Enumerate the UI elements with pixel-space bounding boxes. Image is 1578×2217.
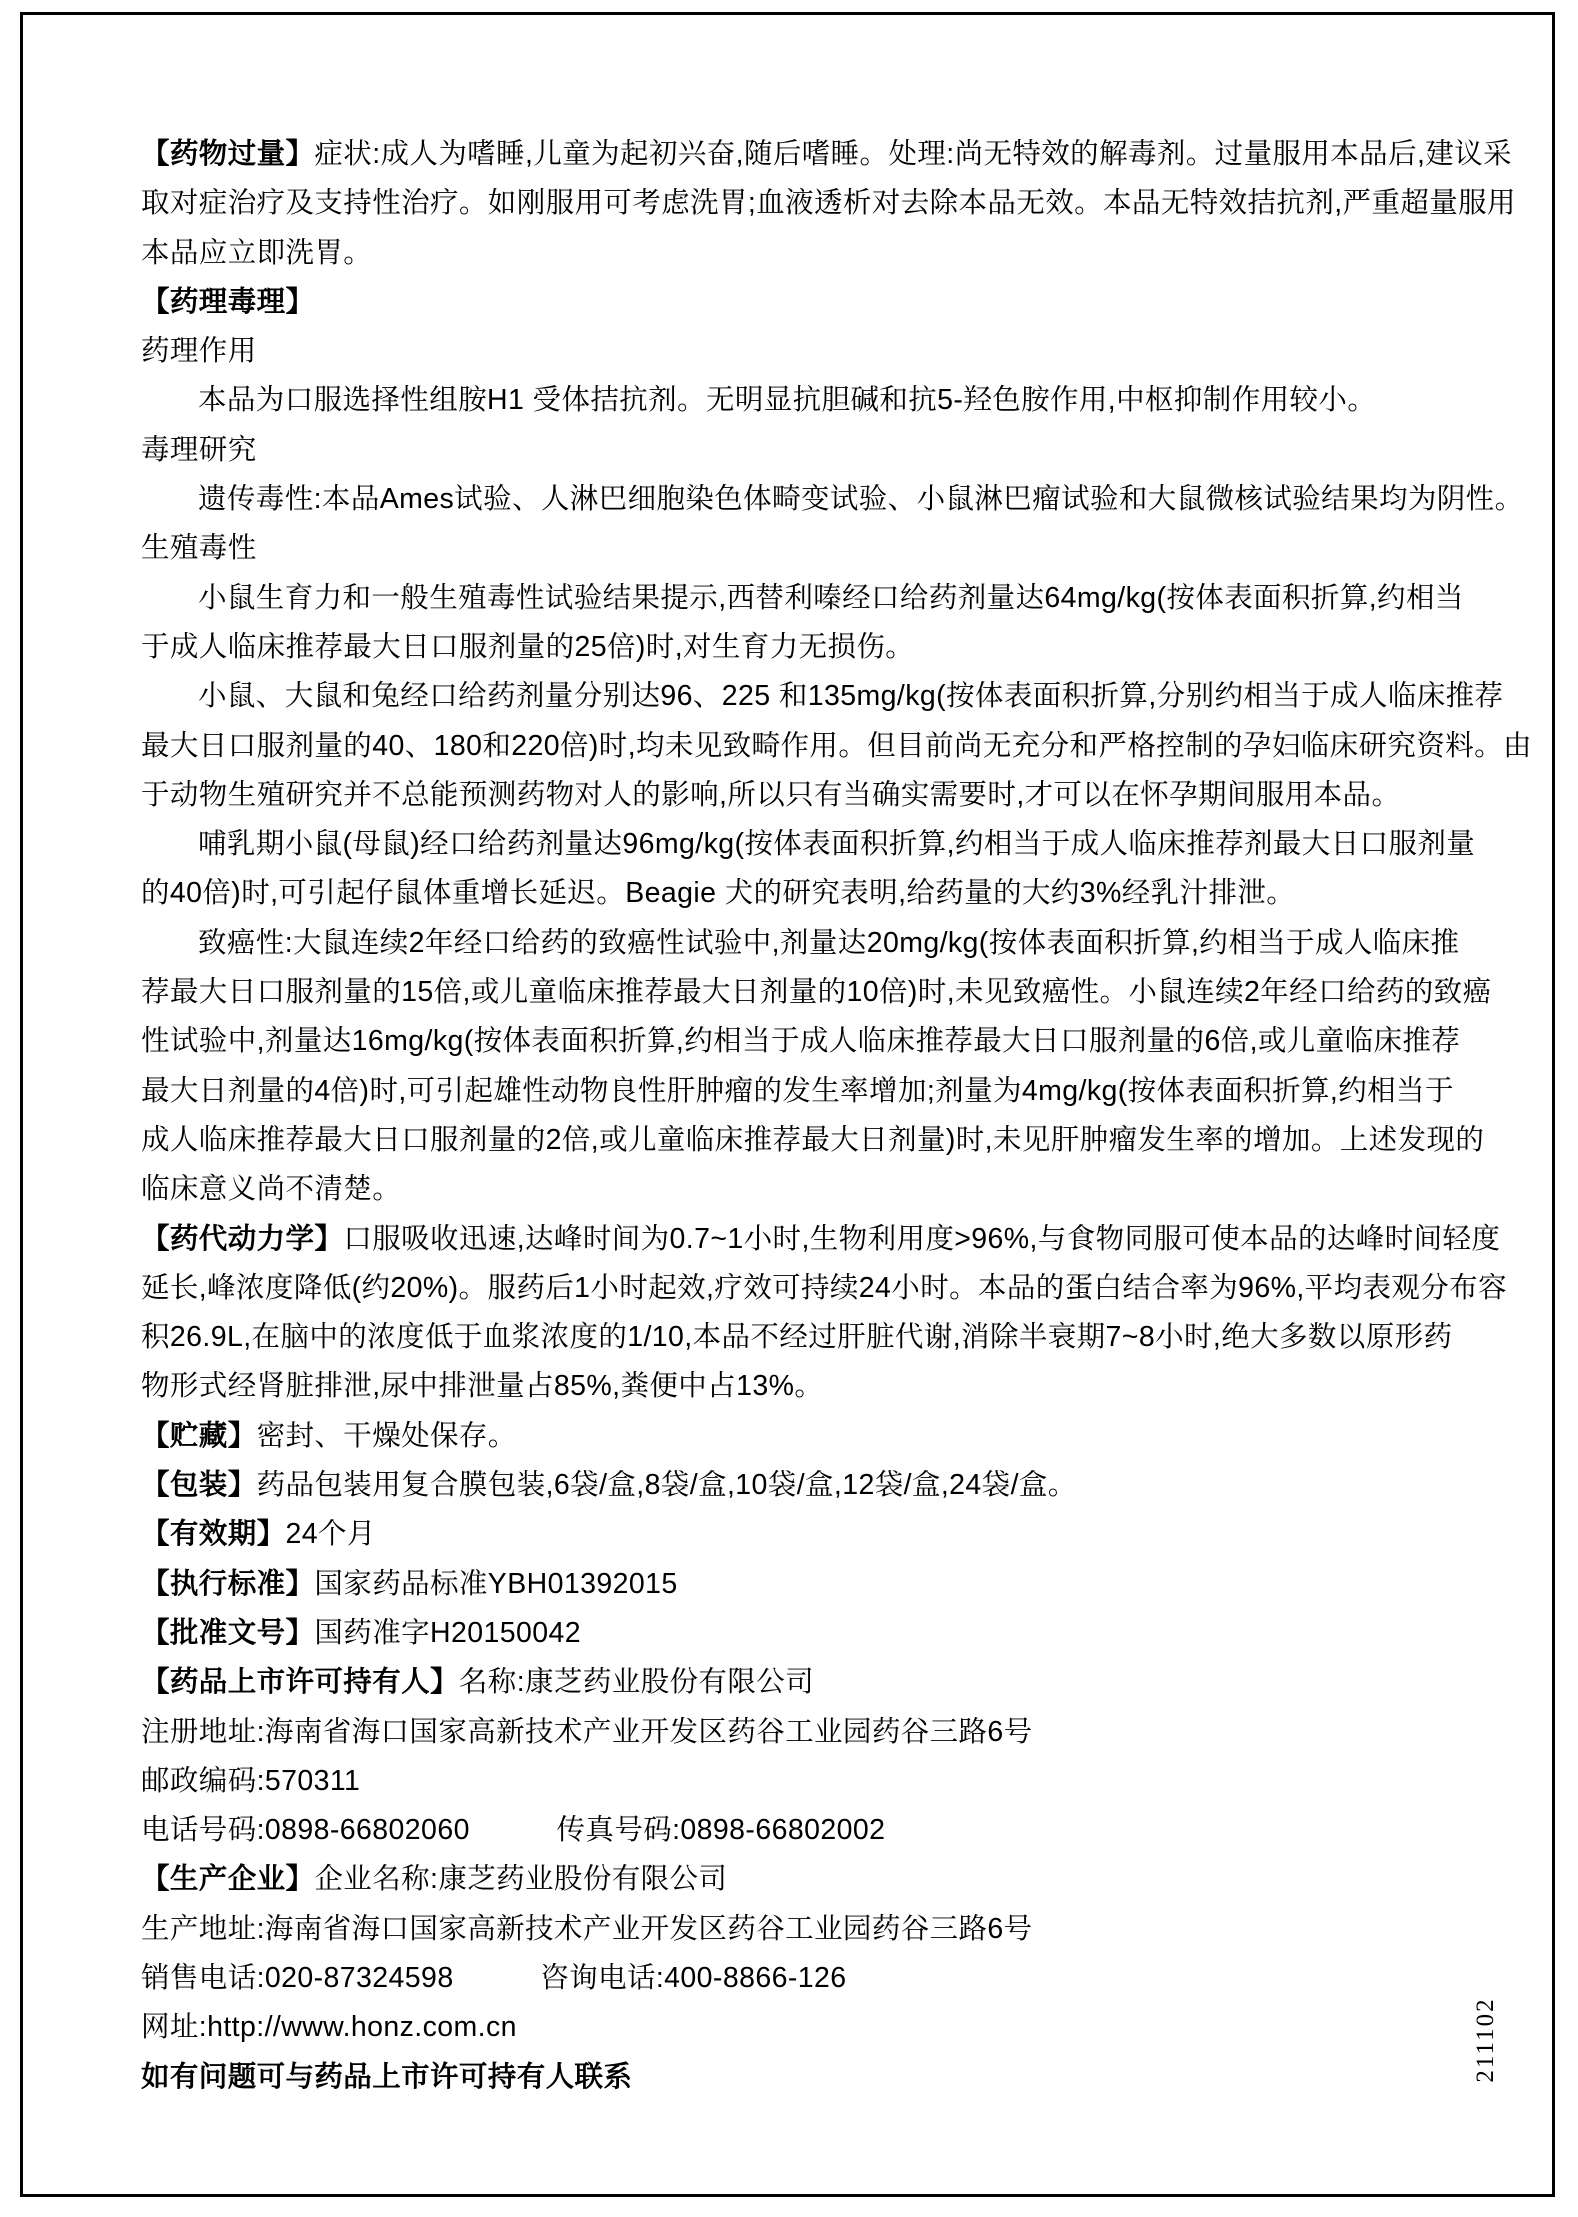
line-text: 症状:成人为嗜睡,儿童为起初兴奋,随后嗜睡。处理:尚无特效的解毒剂。过量服用本品后,建议采 bbox=[314, 138, 1513, 170]
line-text: 的40倍)时,可引起仔鼠体重增长延迟。Beagie 犬的研究表明,给药量的大约3%经乳汁排泄。 bbox=[141, 877, 1296, 910]
section-heading: 【药物过量】 bbox=[141, 138, 315, 170]
text-line bbox=[141, 1412, 1437, 1461]
line-text: 如有问题可与药品上市许可持有人联系 bbox=[141, 2060, 633, 2093]
text-line bbox=[141, 820, 1476, 869]
line-text: 注册地址:海南省海口国家高新技术产业开发区药谷工业园药谷三路6号 bbox=[141, 1715, 1033, 1748]
text-line bbox=[141, 574, 1464, 623]
text-line bbox=[141, 1067, 1454, 1116]
line-text: 国药准字H20150042 bbox=[314, 1616, 581, 1649]
line-text: 网址:http://www.honz.com.cn bbox=[141, 2011, 517, 2044]
section-heading: 【包装】 bbox=[141, 1469, 257, 1502]
line-text: 生殖毒性 bbox=[141, 532, 257, 565]
text-line bbox=[141, 1806, 1437, 1855]
line-text: 毒理研究 bbox=[141, 433, 257, 466]
line-text: 口服吸收迅速,达峰时间为0.7~1小时,生物利用度>96%,与食物同服可使本品的达峰时间轻度 bbox=[343, 1222, 1501, 1255]
line-text: 最大日口服剂量的40、180和220倍)时,均未见致畸作用。但目前尚无充分和严格控制的孕妇临床研究资料。由 bbox=[141, 729, 1532, 762]
text-line bbox=[141, 1017, 1461, 1066]
text-line bbox=[141, 426, 1437, 475]
text-line bbox=[141, 179, 1516, 228]
text-line bbox=[141, 1461, 1437, 1510]
line-text: 电话号码:0898-66802060 传真号码:0898-66802002 bbox=[141, 1814, 886, 1847]
text-line bbox=[141, 1264, 1507, 1313]
text-line bbox=[141, 1560, 1437, 1609]
section-heading: 【生产企业】 bbox=[141, 1863, 315, 1896]
text-line bbox=[141, 1165, 1437, 1214]
text-line bbox=[141, 229, 1437, 278]
line-text: 荐最大日口服剂量的15倍,或儿童临床推荐最大日剂量的10倍)时,未见致癌性。小鼠连续2年经口给药的致癌 bbox=[141, 976, 1492, 1009]
text-line bbox=[141, 524, 1437, 573]
line-text: 遗传毒性:本品Ames试验、人淋巴细胞染色体畸变试验、小鼠淋巴瘤试验和大鼠微核试验结果均为阴性。 bbox=[198, 483, 1524, 516]
line-text: 企业名称:康芝药业股份有限公司 bbox=[314, 1863, 728, 1896]
text-line bbox=[141, 1313, 1453, 1362]
text-line bbox=[141, 1708, 1437, 1757]
text-line bbox=[141, 1362, 1437, 1411]
line-text: 延长,峰浓度降低(约20%)。服药后1小时起效,疗效可持续24小时。本品的蛋白结合率为96%,平均表观分布容 bbox=[141, 1271, 1507, 1304]
text-line bbox=[141, 722, 1532, 771]
text-line bbox=[141, 771, 1437, 820]
line-text: 致癌性:大鼠连续2年经口给药的致癌性试验中,剂量达20mg/kg(按体表面积折算,约相当于成人临床推 bbox=[198, 926, 1460, 959]
section-heading: 【药理毒理】 bbox=[141, 285, 315, 318]
line-text: 密封、干燥处保存。 bbox=[256, 1419, 517, 1452]
section-heading: 【贮藏】 bbox=[141, 1419, 257, 1452]
line-text: 小鼠、大鼠和兔经口给药剂量分别达96、225 和135mg/kg(按体表面积折算,分别约相当于成人临床推荐 bbox=[198, 680, 1504, 713]
text-line bbox=[141, 623, 1437, 672]
line-text: 成人临床推荐最大日口服剂量的2倍,或儿童临床推荐最大日剂量)时,未见肝肿瘤发生率的增加。上述发现的 bbox=[141, 1123, 1485, 1156]
section-heading: 【批准文号】 bbox=[141, 1616, 315, 1649]
text-line bbox=[141, 1658, 1437, 1707]
text-line bbox=[141, 1855, 1437, 1904]
batch-code-vertical: 211102 bbox=[1472, 1997, 1499, 2083]
text-line bbox=[141, 1905, 1437, 1954]
text-line bbox=[141, 1215, 1501, 1264]
text-line bbox=[141, 327, 1437, 376]
text-line bbox=[141, 1116, 1485, 1165]
text-line bbox=[141, 968, 1492, 1017]
line-text: 临床意义尚不清楚。 bbox=[141, 1173, 402, 1206]
section-heading: 【执行标准】 bbox=[141, 1567, 315, 1600]
text-line bbox=[141, 919, 1460, 968]
text-line bbox=[141, 1609, 1437, 1658]
line-text: 性试验中,剂量达16mg/kg(按体表面积折算,约相当于成人临床推荐最大日口服剂量的6倍,或儿童临床推荐 bbox=[141, 1025, 1461, 1058]
line-text: 销售电话:020-87324598 咨询电话:400-8866-126 bbox=[141, 1961, 847, 1994]
line-text: 24个月 bbox=[285, 1518, 376, 1551]
line-text: 邮政编码:570311 bbox=[141, 1764, 361, 1797]
section-heading: 【药品上市许可持有人】 bbox=[141, 1666, 459, 1699]
line-text: 本品应立即洗胃。 bbox=[141, 236, 373, 269]
text-line bbox=[141, 1510, 1437, 1559]
text-line bbox=[141, 869, 1437, 918]
text-line bbox=[141, 376, 1437, 425]
line-text: 于动物生殖研究并不总能预测药物对人的影响,所以只有当确实需要时,才可以在怀孕期间服用本品。 bbox=[141, 778, 1401, 811]
line-text: 药理作用 bbox=[141, 335, 257, 368]
text-line bbox=[141, 130, 1513, 179]
text-line bbox=[141, 672, 1504, 721]
line-text: 于成人临床推荐最大日口服剂量的25倍)时,对生育力无损伤。 bbox=[141, 630, 915, 663]
line-text: 国家药品标准YBH01392015 bbox=[314, 1567, 678, 1600]
line-text: 最大日剂量的4倍)时,可引起雄性动物良性肝肿瘤的发生率增加;剂量为4mg/kg(按体表面积折算,约相当于 bbox=[141, 1074, 1454, 1107]
text-line bbox=[141, 2003, 1437, 2052]
text-line bbox=[141, 278, 1437, 327]
text-line bbox=[141, 2053, 1437, 2102]
line-text: 哺乳期小鼠(母鼠)经口给药剂量达96mg/kg(按体表面积折算,约相当于成人临床推荐剂最大日口服剂量 bbox=[198, 828, 1476, 861]
line-text: 名称:康芝药业股份有限公司 bbox=[458, 1666, 815, 1699]
line-text: 生产地址:海南省海口国家高新技术产业开发区药谷工业园药谷三路6号 bbox=[141, 1912, 1033, 1945]
line-text: 物形式经肾脏排泄,尿中排泄量占85%,粪便中占13%。 bbox=[141, 1370, 824, 1403]
text-line bbox=[141, 1757, 1437, 1806]
section-heading: 【药代动力学】 bbox=[141, 1222, 344, 1255]
text-line bbox=[141, 475, 1524, 524]
line-text: 积26.9L,在脑中的浓度低于血浆浓度的1/10,本品不经过肝脏代谢,消除半衰期7~8小时,绝大多数以原形药 bbox=[141, 1321, 1453, 1354]
section-heading: 【有效期】 bbox=[141, 1518, 286, 1551]
line-text: 取对症治疗及支持性治疗。如刚服用可考虑洗胃;血液透析对去除本品无效。本品无特效拮抗剂,严重超量服用 bbox=[141, 187, 1516, 220]
line-text: 小鼠生育力和一般生殖毒性试验结果提示,西替利嗪经口给药剂量达64mg/kg(按体表面积折算,约相当 bbox=[198, 581, 1464, 614]
text-line bbox=[141, 1954, 1437, 2003]
line-text: 药品包装用复合膜包装,6袋/盒,8袋/盒,10袋/盒,12袋/盒,24袋/盒。 bbox=[256, 1469, 1077, 1502]
line-text: 本品为口服选择性组胺H1 受体拮抗剂。无明显抗胆碱和抗5-羟色胺作用,中枢抑制作用较小。 bbox=[198, 384, 1377, 417]
